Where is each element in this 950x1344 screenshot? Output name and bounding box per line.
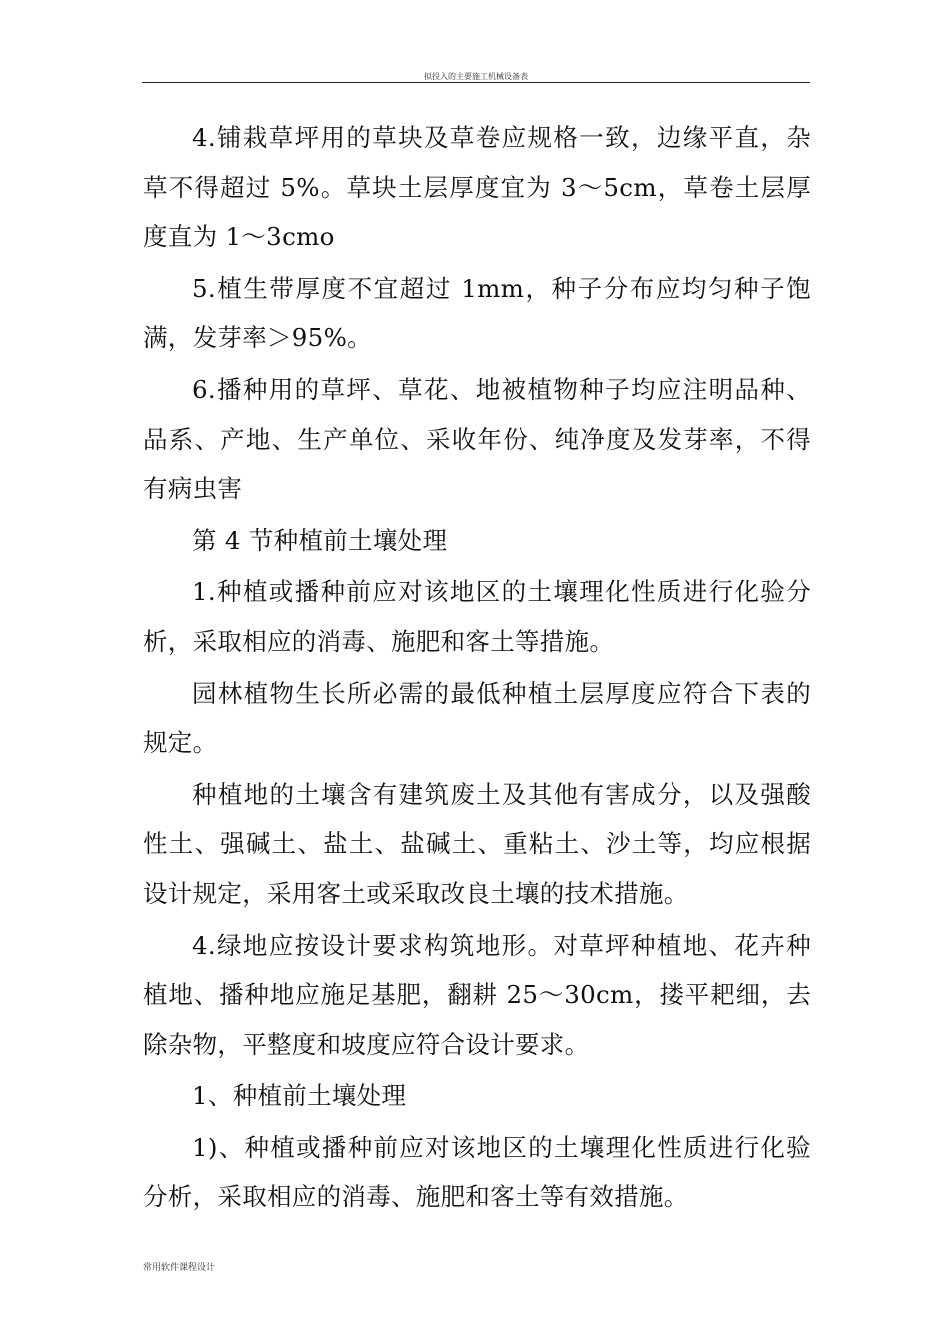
paragraph-soil-analysis-repeat: 1)、种植或播种前应对该地区的土壤理化性质进行化验分析，采取相应的消毒、施肥和客土等有效措施。 bbox=[143, 1132, 811, 1212]
header-text: 拟投入的主要施工机械设备表 bbox=[424, 72, 528, 81]
paragraph-harmful-soil: 种植地的土壤含有建筑废土及其他有害成分，以及强酸性土、强碱土、盐土、盐碱土、重粘土、沙土等，均应根据设计规定，采用客土或采取改良土壤的技术措施。 bbox=[143, 779, 811, 908]
paragraph-soil-thickness: 园林植物生长所必需的最低种植土层厚度应符合下表的规定。 bbox=[143, 678, 811, 758]
paragraph-terrain: 4.绿地应按设计要求构筑地形。对草坪种植地、花卉种植地、播种地应施足基肥，翻耕 25～30cm，搂平耙细，去除杂物，平整度和坡度应符合设计要求。 bbox=[143, 930, 811, 1059]
paragraph-lawn-blocks: 4.铺栽草坪用的草块及草卷应规格一致，边缘平直，杂草不得超过 5%。草块土层厚度宜为 3～5cm，草卷土层厚度直为 1～3cmo bbox=[143, 123, 811, 252]
document-body bbox=[143, 113, 811, 1224]
paragraph-seed-labeling: 6.播种用的草坪、草花、地被植物种子均应注明品种、品系、产地、生产单位、采收年份、纯净度及发芽率，不得有病虫害 bbox=[143, 374, 811, 504]
page-header bbox=[142, 72, 810, 83]
paragraph-soil-analysis: 1.种植或播种前应对该地区的土壤理化性质进行化验分析，采取相应的消毒、施肥和客土等措施。 bbox=[143, 577, 811, 656]
paragraph-seed-belt: 5.植生带厚度不宜超过 1mm，种子分布应均匀种子饱满，发芽率＞95%。 bbox=[143, 273, 811, 353]
subheading-soil-treatment: 1、种植前土壤处理 bbox=[192, 1081, 407, 1111]
page-footer: 常用软件课程设计 bbox=[143, 1263, 216, 1273]
section-heading: 第 4 节种植前土壤处理 bbox=[192, 525, 448, 555]
